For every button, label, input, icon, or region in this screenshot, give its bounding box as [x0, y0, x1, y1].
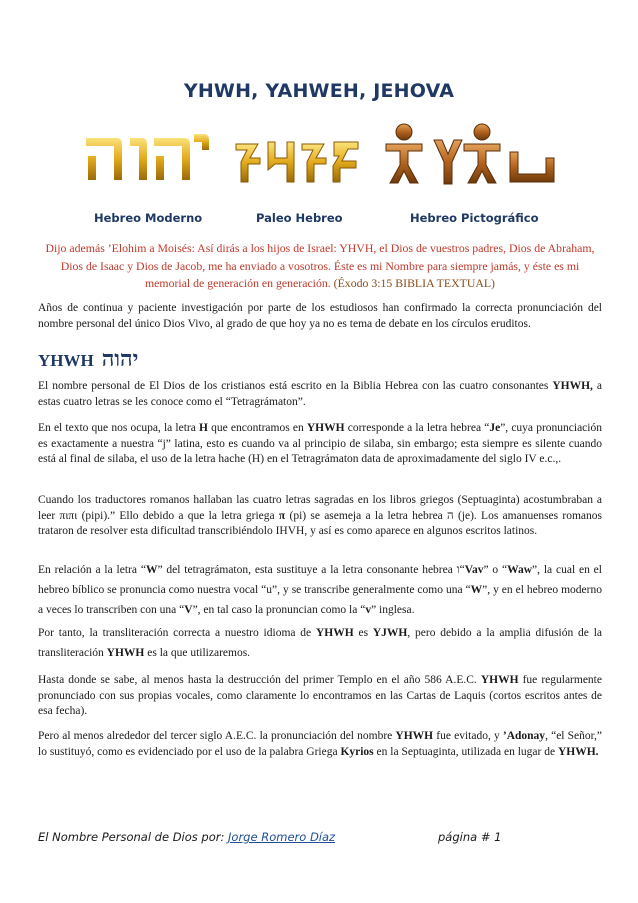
- page-footer: [38, 830, 602, 846]
- text-run: es: [353, 627, 373, 639]
- pictographic-hebrew-label: Hebreo Pictográfico: [410, 211, 539, 225]
- text-run: En relación a la letra “: [38, 564, 146, 576]
- paragraph-4: [38, 560, 602, 620]
- bold-term: H: [199, 422, 208, 434]
- script-labels: [0, 211, 638, 229]
- bold-term: YHWH,: [552, 380, 593, 392]
- bold-term: YHWH: [106, 647, 145, 659]
- paleo-hebrew-label: Paleo Hebreo: [256, 211, 343, 225]
- text-run: Hasta donde se sabe, al menos hasta la destrucción del primer Templo en el año 586 A.E.C.: [38, 674, 481, 686]
- text-run: Por tanto, la transliteración correcta a nuestro idioma de: [38, 627, 316, 639]
- text-run: Cuando los traductores romanos hallaban las cuatro letras sagradas en los libros griegos (Septuaginta) acostumbraban a leer: [38, 494, 602, 522]
- bold-term: Vav: [464, 564, 484, 576]
- text-run: ”, en tal caso la pronuncian como la “: [192, 604, 366, 616]
- greek-pi: π: [278, 509, 286, 522]
- bold-term: Waw: [507, 564, 533, 576]
- text-run: “: [459, 564, 465, 576]
- page-title: YHWH, YAHWEH, JEHOVA: [183, 80, 455, 102]
- text-run: Pero al menos alrededor del tercer siglo A.E.C. la pronunciación del nombre: [38, 730, 396, 742]
- heading-hebrew: יהוה: [101, 346, 139, 372]
- page-number: página # 1: [438, 830, 502, 844]
- bold-term: V: [184, 604, 193, 616]
- paleo-hebrew-image: [232, 136, 362, 188]
- text-run: que encontramos en: [207, 422, 307, 434]
- text-run: , pero debido a la amplia difusión de la transliteración: [38, 627, 602, 659]
- paragraph-7: [38, 729, 602, 760]
- intro-paragraph: Años de continua y paciente investigación por parte de los estudiosos han confirmado la correcta pronunciación del nombre personal del único Dios Vivo, al grado de que hoy ya no es tema de debate en los círculos eruditos.: [38, 302, 602, 330]
- text-run: es la que utilizaremos.: [144, 647, 251, 659]
- text-run: , “el Señor,” lo sustituyó, como es evidenciado por el uso de la palabra Griega: [38, 730, 602, 758]
- bold-term: YHWH: [395, 730, 434, 742]
- text-run: en la Septuaginta, utilizada en lugar de: [373, 745, 558, 758]
- text-run: a estas cuatro letras se les conoce como el “Tetragrámaton”.: [38, 380, 602, 408]
- bold-term: v: [365, 604, 372, 616]
- text-run: ”, la cual en el hebreo bíblico se pronuncia como nuestra vocal “u”, y se transcribe generalmente como una “: [38, 564, 602, 596]
- bold-term: ’Adonay: [502, 730, 546, 742]
- text-run: (pi) se asemeja a la letra hebrea: [285, 509, 448, 522]
- text-run: ”, cuya pronunciación es exactamente a nuestra “j” latina, esto es cuando va al principio de silaba, sin embargo; esta siempre es silente cuando está al final de silaba, el uso de la letra hache (H) en el Tetragrámaton data de aproximadamente del siglo IV e.c.,.: [38, 422, 602, 465]
- paragraph-1: [38, 379, 602, 410]
- paragraph-3: [38, 493, 602, 540]
- footer-prefix: El Nombre Personal de Dios por:: [38, 830, 229, 844]
- bold-term: W: [145, 564, 158, 576]
- paragraph-5: [38, 623, 602, 663]
- text-run: (pipi).” Ello debido a que la letra griega: [77, 509, 279, 522]
- pictographic-hebrew-image: [384, 118, 558, 194]
- text-run: ” inglesa.: [371, 604, 415, 616]
- text-run: corresponde a la letra hebrea “: [344, 422, 490, 434]
- modern-hebrew-image: [82, 122, 212, 188]
- paragraph-6: [38, 673, 602, 720]
- scripture-quote: [38, 240, 602, 293]
- hebrew-he: ה: [447, 509, 454, 522]
- text-run: ”, y en el hebreo moderno a veces lo transcriben con una “: [38, 584, 602, 616]
- greek-term: πιπι: [59, 509, 78, 522]
- script-images: [0, 116, 638, 198]
- bold-term: YHWH.: [557, 745, 599, 758]
- heading-latin: YHWH: [38, 351, 94, 370]
- quote-text: Dijo además ’Elohim a Moisés: Así dirás a los hijos de Israel: YHVH, el Dios de vuestros padres, Dios de Abraham, Dios de Isaac y Dios de Jacob, me ha enviado a vosotros. Éste es mi Nombre para siempre jamás, y éste es mi memorial de generación en generación.: [45, 241, 595, 290]
- bold-term: YJWH: [372, 627, 408, 639]
- quote-reference: (Éxodo 3:15 BIBLIA TEXTUAL): [333, 276, 495, 290]
- section-heading: [38, 346, 138, 372]
- text-run: ” o “: [483, 564, 508, 576]
- hebrew-vav: ו: [456, 564, 460, 576]
- author-link[interactable]: Jorge Romero Díaz: [228, 830, 336, 844]
- bold-term: YHWH: [480, 674, 519, 686]
- paragraph-2: [38, 421, 602, 468]
- bold-term: W: [470, 584, 483, 596]
- bold-term: YHWH: [306, 422, 345, 434]
- bold-term: Je: [489, 422, 501, 434]
- text-run: (je). Los amanuenses romanos trataron de resolver esta dificultad transcribiéndolo IHVH, y así es como aparece en algunos escritos latinos.: [38, 509, 602, 537]
- text-run: El nombre personal de El Dios de los cristianos está escrito en la Biblia Hebrea con las cuatro consonantes: [38, 380, 553, 392]
- text-run: En el texto que nos ocupa, la letra: [38, 422, 200, 434]
- bold-term: Kyrios: [340, 745, 374, 758]
- text-run: fue regularmente pronunciado con sus propias vocales, como claramente lo encontramos en las Cartas de Laquis (cortos escritos antes de esa fecha).: [38, 674, 602, 717]
- text-run: fue evitado, y: [433, 730, 503, 742]
- bold-term: YHWH: [315, 627, 354, 639]
- text-run: ” del tetragrámaton, esta sustituye a la letra consonante hebrea: [157, 564, 457, 576]
- modern-hebrew-label: Hebreo Moderno: [94, 211, 203, 225]
